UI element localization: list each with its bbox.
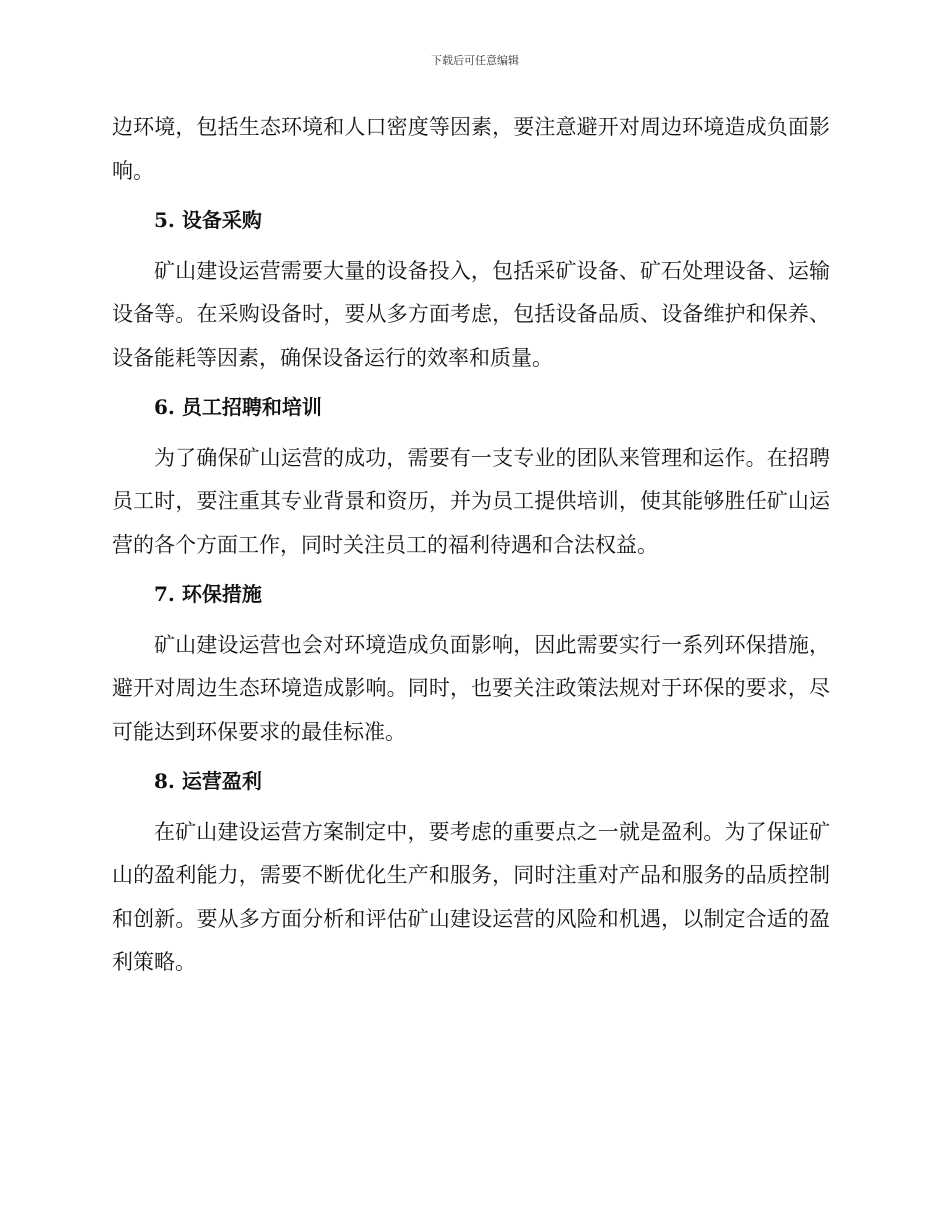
page-header: 下载后可任意编辑 [431,54,519,67]
section-heading-environmental-measures: 7. 环保措施 [154,582,262,606]
section-heading-equipment-procurement: 5. 设备采购 [154,208,262,232]
section-body-equipment-procurement: 矿山建设运营需要大量的设备投入，包括采矿设备、矿石处理设备、运输设备等。在采购设备时，要从多方面考虑，包括设备品质、设备维护和保养、设备能耗等因素，确保设备运行的效率和质量。 [112,258,830,370]
section-heading-staff-recruitment: 6. 员工招聘和培训 [154,395,322,419]
section-body-operating-profit: 在矿山建设运营方案制定中，要考虑的重要点之一就是盈利。为了保证矿山的盈利能力，需要不断优化生产和服务，同时注重对产品和服务的品质控制和创新。要从多方面分析和评估矿山建设运营的风险和机遇，以制定合适的盈利策略。 [112,819,830,974]
section-body-environmental-measures: 矿山建设运营也会对环境造成负面影响，因此需要实行一系列环保措施，避开对周边生态环境造成影响。同时，也要关注政策法规对于环保的要求，尽可能达到环保要求的最佳标准。 [112,632,830,744]
document-body [112,106,830,985]
section-heading-operating-profit: 8. 运营盈利 [154,769,262,793]
section-body-staff-recruitment: 为了确保矿山运营的成功，需要有一支专业的团队来管理和运作。在招聘员工时，要注重其专业背景和资历，并为员工提供培训，使其能够胜任矿山运营的各个方面工作，同时关注员工的福利待遇和合法权益。 [112,445,830,557]
intro-paragraph: 边环境，包括生态环境和人口密度等因素，要注意避开对周边环境造成负面影响。 [112,115,830,183]
